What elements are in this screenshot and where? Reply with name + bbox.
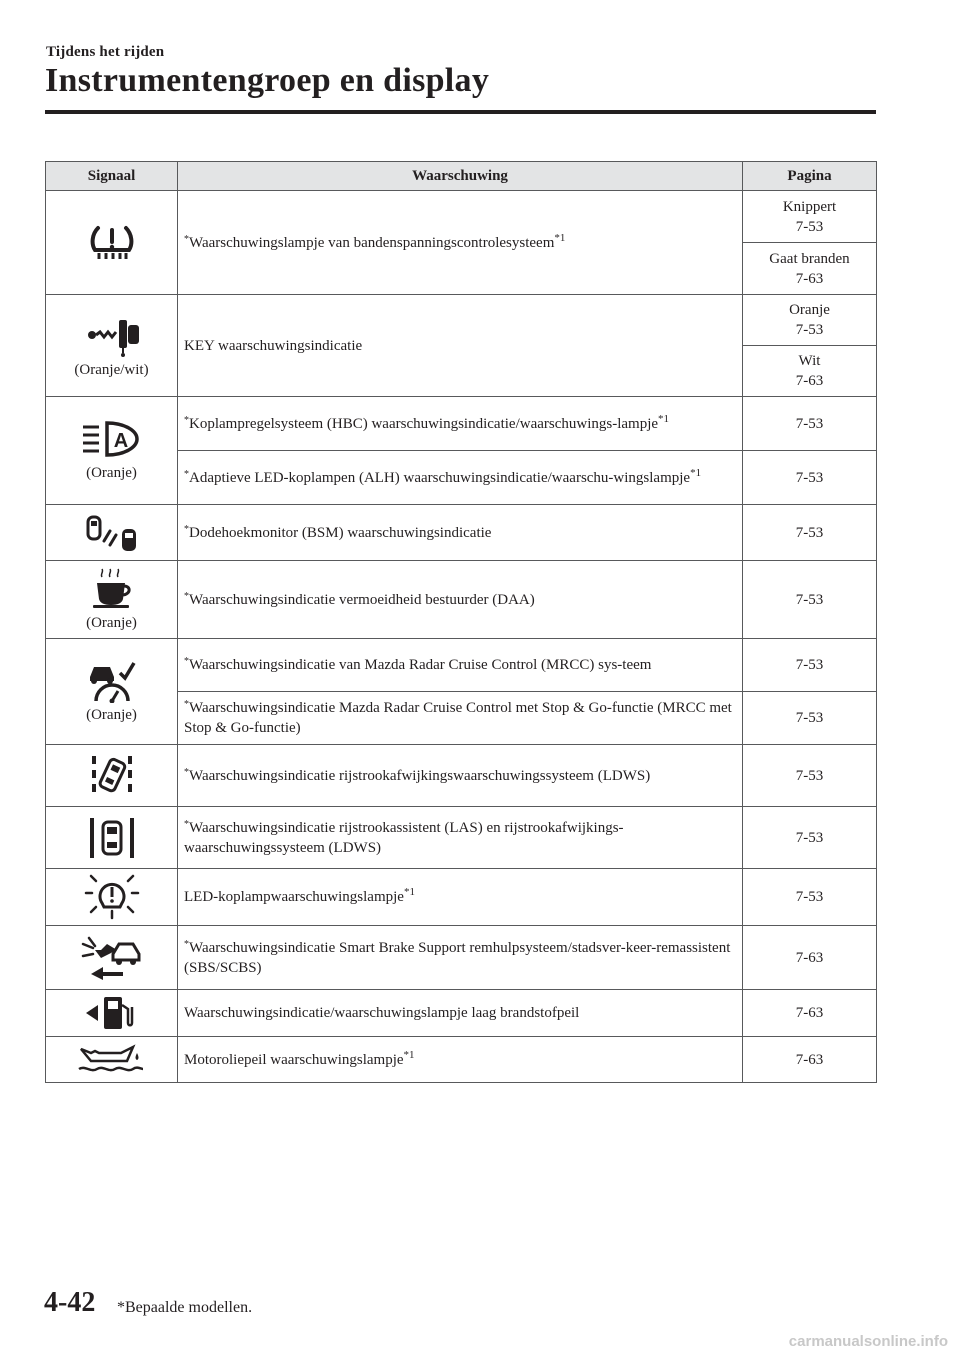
page-reference: Gaat branden 7-63 (743, 243, 877, 295)
table-row (46, 1037, 877, 1083)
icon-caption: (Oranje) (86, 706, 137, 723)
column-header-page: Pagina (743, 162, 877, 191)
table-row (46, 191, 877, 243)
page-reference: 7-53 (743, 807, 877, 869)
led-headlight-warning-icon (84, 873, 140, 921)
blind-spot-monitor-icon (82, 513, 142, 553)
table-row (46, 745, 877, 807)
signal-cell (46, 990, 178, 1037)
signal-cell (46, 561, 178, 639)
page-reference: 7-53 (743, 397, 877, 451)
table-row (46, 397, 877, 451)
oil-level-icon (77, 1043, 147, 1077)
table-row (46, 926, 877, 990)
warning-description: *Waarschuwingsindicatie rijstrookassistent (LAS) en rijstrookafwijkings-waarschuwingssysteem (LDWS) (178, 807, 743, 869)
page-title: Instrumentengroep en display (45, 62, 490, 99)
page-reference: 7-53 (743, 505, 877, 561)
warning-description: *Waarschuwingslampje van bandenspanningscontrolesysteem$^{*1}$ (178, 191, 743, 295)
low-fuel-icon (82, 993, 142, 1033)
warning-description: *Waarschuwingsindicatie Smart Brake Support remhulpsysteem/stadsver-keer-remassistent (SBS/SCBS) (178, 926, 743, 990)
icon-caption: (Oranje) (86, 614, 137, 631)
smart-brake-support-icon (79, 936, 145, 980)
page-number: 4-42 (44, 1287, 96, 1318)
auto-headlight-icon (79, 419, 145, 461)
page-reference: 7-63 (743, 990, 877, 1037)
table-row (46, 295, 877, 346)
warning-description: *Waarschuwingsindicatie vermoeidheid bestuurder (DAA) (178, 561, 743, 639)
warning-description: *Adaptieve LED-koplampen (ALH) waarschuwingsindicatie/waarschu-wingslampje$^{*1}$ (178, 451, 743, 505)
page-reference: 7-53 (743, 639, 877, 692)
warning-description: *Waarschuwingsindicatie Mazda Radar Cruise Control met Stop & Go-functie (MRCC met Stop & Go-functie) (178, 692, 743, 745)
table-row (46, 639, 877, 692)
signal-cell (46, 639, 178, 745)
lane-keep-assist-icon (84, 814, 140, 862)
page-reference: 7-53 (743, 869, 877, 926)
warning-description: LED-koplampwaarschuwingslampje$^{*1}$ (178, 869, 743, 926)
column-header-signal: Signaal (46, 162, 178, 191)
page-reference: Wit 7-63 (743, 346, 877, 397)
warning-description: *Dodehoekmonitor (BSM) waarschuwingsindicatie (178, 505, 743, 561)
section-label: Tijdens het rijden (46, 44, 165, 60)
page-reference: 7-63 (743, 926, 877, 990)
title-divider (45, 110, 876, 114)
lane-departure-icon (84, 752, 140, 800)
warning-signals-table (45, 161, 877, 1083)
warning-description: *Koplampregelsysteem (HBC) waarschuwingsindicatie/waarschuwings-lampje$^{*1}$ (178, 397, 743, 451)
page-reference: 7-53 (743, 692, 877, 745)
signal-cell (46, 1037, 178, 1083)
page-reference: 7-53 (743, 745, 877, 807)
signal-cell (46, 505, 178, 561)
page-reference: 7-53 (743, 451, 877, 505)
icon-caption: (Oranje/wit) (74, 361, 149, 378)
table-header-row (46, 162, 877, 191)
signal-cell (46, 869, 178, 926)
warning-description: KEY waarschuwingsindicatie (178, 295, 743, 397)
svg-text:A: A (113, 429, 128, 452)
column-header-warning: Waarschuwing (178, 162, 743, 191)
warning-description: Motoroliepeil waarschuwingslampje$^{*1}$ (178, 1037, 743, 1083)
page-reference: Knippert 7-53 (743, 191, 877, 243)
signal-cell (46, 191, 178, 295)
key-warning-icon (82, 312, 142, 358)
page-reference: 7-63 (743, 1037, 877, 1083)
signal-cell (46, 397, 178, 505)
page-reference: Oranje 7-53 (743, 295, 877, 346)
radar-cruise-icon (84, 659, 140, 703)
signal-cell (46, 807, 178, 869)
coffee-cup-icon (87, 567, 137, 611)
table-row (46, 807, 877, 869)
warning-description: *Waarschuwingsindicatie van Mazda Radar Cruise Control (MRCC) sys-teem (178, 639, 743, 692)
table-row (46, 869, 877, 926)
signal-cell (46, 295, 178, 397)
signal-cell (46, 745, 178, 807)
warning-description: *Waarschuwingsindicatie rijstrookafwijkingswaarschuwingssysteem (LDWS) (178, 745, 743, 807)
icon-caption: (Oranje) (86, 464, 137, 481)
watermark: carmanualsonline.info (788, 1333, 948, 1350)
tire-pressure-warning-icon (82, 220, 142, 266)
warning-description: Waarschuwingsindicatie/waarschuwingslampje laag brandstofpeil (178, 990, 743, 1037)
table-row (46, 990, 877, 1037)
table-row (46, 561, 877, 639)
page-reference: 7-53 (743, 561, 877, 639)
table-row (46, 505, 877, 561)
footnote: *Bepaalde modellen. (117, 1299, 253, 1316)
signal-cell (46, 926, 178, 990)
